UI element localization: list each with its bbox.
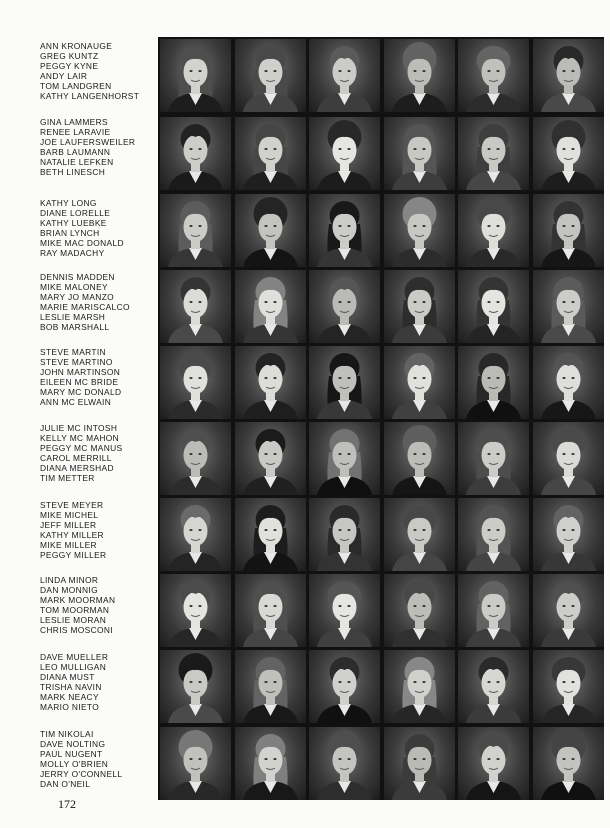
student-portrait — [309, 727, 380, 800]
student-name: PEGGY KYNE — [40, 61, 99, 72]
student-portrait — [384, 422, 455, 495]
student-portrait — [160, 346, 231, 419]
student-name: BRIAN LYNCH — [40, 228, 100, 239]
student-name: JOHN MARTINSON — [40, 367, 121, 378]
student-portrait — [533, 117, 604, 190]
student-name: DAVE MUELLER — [40, 652, 109, 662]
student-name: LEO MULLIGAN — [40, 662, 107, 673]
student-portrait — [384, 194, 455, 267]
student-portrait — [458, 194, 529, 267]
student-name: DIANA MERSHAD — [40, 463, 114, 474]
student-portrait — [235, 117, 306, 190]
page-number: 172 — [58, 797, 76, 811]
student-name: MIKE MICHEL — [40, 510, 99, 521]
student-portrait — [458, 422, 529, 495]
student-portrait — [235, 346, 306, 419]
student-portrait — [384, 574, 455, 647]
student-portrait — [160, 194, 231, 267]
student-portrait — [533, 498, 604, 571]
student-portrait — [384, 117, 455, 190]
student-name: KATHY MILLER — [40, 530, 104, 541]
student-portrait — [235, 498, 306, 571]
student-portrait — [458, 117, 529, 190]
student-portrait — [384, 270, 455, 343]
student-portrait — [533, 727, 604, 800]
student-portrait — [160, 727, 231, 800]
student-portrait — [160, 498, 231, 571]
name-list — [40, 117, 155, 178]
student-name: NATALIE LEFKEN — [40, 157, 114, 168]
student-portrait — [235, 270, 306, 343]
student-name: KATHY LONG — [40, 198, 97, 208]
student-name: MIKE MALONEY — [40, 282, 108, 293]
student-name: JULIE MC INTOSH — [40, 423, 118, 433]
student-name: JERRY O'CONNELL — [40, 769, 123, 780]
student-name: MARIE MARISCALCO — [40, 302, 130, 313]
portrait-grid — [158, 37, 604, 800]
student-name: KATHY LANGENHORST — [40, 91, 140, 102]
student-name: DAN O'NEIL — [40, 779, 91, 790]
student-portrait — [384, 727, 455, 800]
student-portrait — [533, 346, 604, 419]
name-list — [40, 272, 155, 333]
name-list — [40, 198, 155, 259]
student-name: LINDA MINOR — [40, 575, 99, 585]
student-name: STEVE MARTIN — [40, 347, 106, 357]
student-portrait — [309, 574, 380, 647]
student-portrait — [235, 422, 306, 495]
name-list — [40, 41, 155, 102]
student-name: TIM METTER — [40, 473, 95, 484]
student-name: DAN MONNIG — [40, 585, 98, 596]
student-portrait — [235, 39, 306, 112]
name-list — [40, 652, 155, 713]
student-portrait — [309, 650, 380, 723]
student-portrait — [384, 346, 455, 419]
student-portrait — [458, 574, 529, 647]
student-name: ANN MC ELWAIN — [40, 397, 112, 408]
student-portrait — [384, 39, 455, 112]
student-portrait — [458, 498, 529, 571]
student-name: TOM LANDGREN — [40, 81, 112, 92]
student-name: TOM MOORMAN — [40, 605, 110, 616]
student-portrait — [309, 346, 380, 419]
student-portrait — [384, 650, 455, 723]
name-list — [40, 500, 155, 561]
student-portrait — [458, 270, 529, 343]
student-name: STEVE MARTINO — [40, 357, 113, 368]
student-name: RAY MADACHY — [40, 248, 105, 259]
student-name: MOLLY O'BRIEN — [40, 759, 109, 770]
student-name: PAUL NUGENT — [40, 749, 103, 760]
student-name: PEGGY MILLER — [40, 550, 107, 561]
student-name: MIKE MAC DONALD — [40, 238, 124, 249]
student-name: GREG KUNTZ — [40, 51, 99, 62]
student-portrait — [309, 39, 380, 112]
student-name: BETH LINESCH — [40, 167, 106, 178]
student-portrait — [309, 498, 380, 571]
student-name: MARIO NIETO — [40, 702, 100, 713]
student-name: DIANA MUST — [40, 672, 95, 683]
student-portrait — [533, 39, 604, 112]
student-portrait — [458, 39, 529, 112]
student-portrait — [309, 194, 380, 267]
student-portrait — [309, 422, 380, 495]
student-portrait — [160, 574, 231, 647]
student-name: MARY JO MANZO — [40, 292, 115, 303]
student-name: LESLIE MARSH — [40, 312, 106, 323]
student-portrait — [235, 650, 306, 723]
student-portrait — [235, 727, 306, 800]
student-portrait — [235, 574, 306, 647]
student-portrait — [160, 650, 231, 723]
student-name: JEFF MILLER — [40, 520, 97, 531]
name-list — [40, 575, 155, 636]
student-name: KELLY MC MAHON — [40, 433, 120, 444]
student-name: DENNIS MADDEN — [40, 272, 115, 282]
student-name: ANDY LAIR — [40, 71, 88, 82]
student-name: BOB MARSHALL — [40, 322, 110, 333]
student-portrait — [160, 422, 231, 495]
student-portrait — [309, 270, 380, 343]
name-list — [40, 729, 155, 790]
student-portrait — [533, 194, 604, 267]
student-name: TIM NIKOLAI — [40, 729, 94, 739]
student-name: MARK NEACY — [40, 692, 99, 703]
student-name: ANN KRONAUGE — [40, 41, 113, 51]
student-name: EILEEN MC BRIDE — [40, 377, 119, 388]
student-portrait — [384, 498, 455, 571]
student-portrait — [533, 270, 604, 343]
student-name: JOE LAUFERSWEILER — [40, 137, 136, 148]
student-portrait — [160, 270, 231, 343]
student-portrait — [160, 39, 231, 112]
student-name: KATHY LUEBKE — [40, 218, 107, 229]
student-name: MIKE MILLER — [40, 540, 97, 551]
student-portrait — [309, 117, 380, 190]
name-list — [40, 347, 155, 408]
student-name: DAVE NOLTING — [40, 739, 106, 750]
student-portrait — [160, 117, 231, 190]
student-name: MARY MC DONALD — [40, 387, 122, 398]
student-portrait — [458, 650, 529, 723]
student-portrait — [533, 650, 604, 723]
student-portrait — [533, 422, 604, 495]
student-name: BARB LAUMANN — [40, 147, 111, 158]
student-name: PEGGY MC MANUS — [40, 443, 123, 454]
student-portrait — [235, 194, 306, 267]
student-name: CHRIS MOSCONI — [40, 625, 113, 636]
student-name: DIANE LORELLE — [40, 208, 111, 219]
student-portrait — [458, 727, 529, 800]
student-name: MARK MOORMAN — [40, 595, 116, 606]
student-name: CAROL MERRILL — [40, 453, 112, 464]
student-name: RENEE LARAVIE — [40, 127, 111, 138]
student-name: LESLIE MORAN — [40, 615, 107, 626]
student-portrait — [533, 574, 604, 647]
student-name: STEVE MEYER — [40, 500, 104, 510]
student-name: TRISHA NAVIN — [40, 682, 102, 693]
student-portrait — [458, 346, 529, 419]
student-name: GINA LAMMERS — [40, 117, 108, 127]
name-list — [40, 423, 155, 484]
